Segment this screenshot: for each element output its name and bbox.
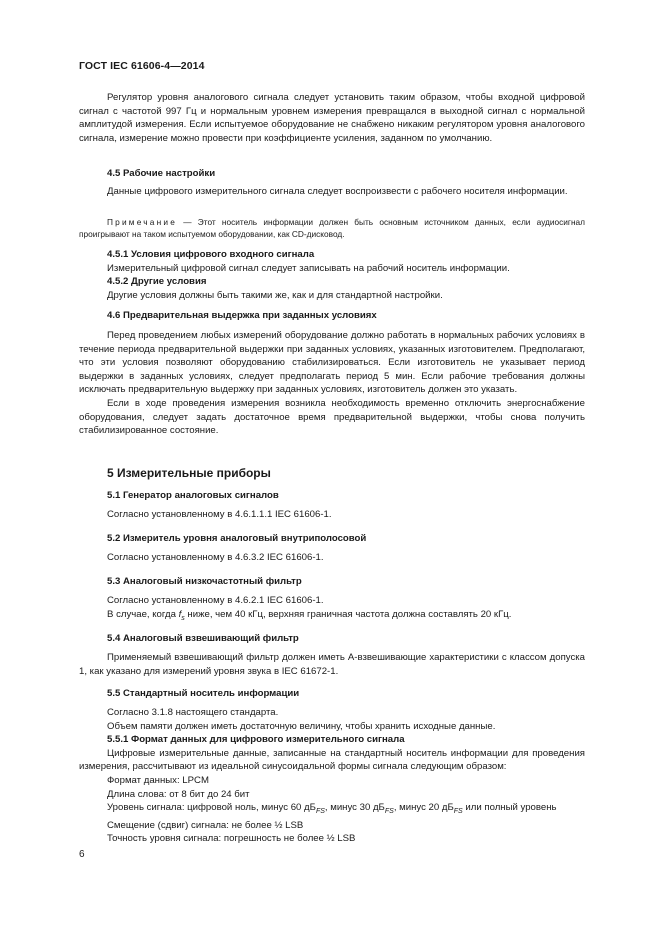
paragraph: Перед проведением любых измерений оборудование должно работать в нормальных рабочих условиях в течение периода предварительной выдержки при заданных условиях, указанных изготовителем. Предполагают, что эти условия позволяют оборудованию стабилизироваться. Если изготовитель не указывает период выдержки в заданных условиях, следует предполагать период 5 мин. Если рабочие требования должны исключать предварительную выдержку при заданных условиях, изготовитель должен это указать. — [79, 330, 585, 396]
note-label: Примечание — [107, 217, 178, 227]
section-5-3 — [79, 575, 585, 589]
paragraph: Согласно 3.1.8 настоящего стандарта. — [107, 707, 279, 718]
heading-5-2: 5.2 Измеритель уровня аналоговый внутриполосовой — [107, 533, 367, 544]
section-4-5-1 — [79, 248, 585, 302]
text-span: или полный уровень — [462, 802, 557, 814]
signal-level — [79, 801, 585, 819]
paragraph: Согласно установленному в 4.6.1.1.1 IEC 61606-1. — [107, 509, 332, 520]
section-5 — [79, 465, 585, 481]
text-span: , минус 20 дБ — [393, 802, 454, 814]
paragraph: Применяемый взвешивающий фильтр должен иметь А-взвешивающие характеристики с классом допуска 1, как указано для измерений уровня звука в IEC 61672-1. — [79, 652, 585, 677]
note — [79, 216, 585, 240]
section-4-5-body — [79, 185, 585, 199]
heading-5-5: 5.5 Стандартный носитель информации — [107, 688, 300, 699]
section-5-1-body — [79, 508, 585, 522]
subscript: FS — [453, 808, 463, 816]
heading-4-6: 4.6 Предварительная выдержка при заданных условиях — [107, 310, 377, 321]
paragraph: Другие условия должны быть такими же, как и для стандартной настройки. — [107, 289, 443, 301]
paragraph: Объем памяти должен иметь достаточную величину, чтобы хранить исходные данные. — [107, 720, 496, 732]
paragraph: Измерительный цифровой сигнал следует записывать на рабочий носитель информации. — [107, 262, 510, 274]
section-4-6 — [79, 309, 585, 323]
section-5-5 — [79, 687, 585, 701]
heading-5-3: 5.3 Аналоговый низкочастотный фильтр — [107, 576, 302, 587]
note-block — [79, 216, 585, 240]
signal-offset: Смещение (сдвиг) сигнала: не более ½ LSB — [107, 819, 304, 831]
word-length: Длина слова: от 8 бит до 24 бит — [107, 788, 250, 800]
paragraph: Согласно установленному в 4.6.3.2 IEC 61606-1. — [107, 552, 324, 563]
section-5-5-body — [79, 706, 585, 846]
heading-5-4: 5.4 Аналоговый взвешивающий фильтр — [107, 633, 299, 644]
text-span: , минус 30 дБ — [324, 802, 385, 814]
heading-5-5-1: 5.5.1 Формат данных для цифрового измерительного сигнала — [107, 734, 405, 746]
section-5-3-body — [79, 594, 585, 625]
note-text: — Этот носитель информации должен быть основным источником данных, если аудиосигнал проигрывают на таком испытуемом оборудовании, как CD-дисковод. — [79, 217, 585, 239]
paragraph: Цифровые измерительные данные, записанные на стандартный носитель информации для проведения измерения, рассчитывают из идеальной синусоидальной формы сигнала следующим образом: — [79, 747, 585, 773]
paragraph: Согласно установленному в 4.6.2.1 IEC 61606-1. — [107, 595, 324, 606]
page-number: 6 — [79, 849, 85, 860]
data-format: Формат данных: LPCM — [107, 774, 209, 786]
variable: f — [178, 608, 182, 620]
paragraph: Регулятор уровня аналогового сигнала следует установить таким образом, чтобы входной цифровой сигнал с частотой 997 Гц и нормальным уровнем измерения превращался в выходной сигнал с нормальной амплитудой измерения. Если испытуемое оборудование не снабжено никаким регулятором уровня аналогового сигнала, измерение можно провести при коэффициенте усиления, заданном по умолчанию. — [79, 92, 585, 144]
heading-4-5-2: 4.5.2 Другие условия — [107, 276, 207, 288]
page-header: ГОСТ IEC 61606-4—2014 — [79, 60, 205, 72]
heading-5: 5 Измерительные приборы — [107, 466, 271, 480]
paragraph: Если в ходе проведения измерения возникла необходимость временно отключить энергоснабжение оборудования, следует задать достаточное время предварительной выдержки, чтобы снова получить стабилизированное состояние. — [79, 397, 585, 437]
section-5-1 — [79, 489, 585, 503]
paragraph: Данные цифрового измерительного сигнала следует воспроизвести с рабочего носителя информации. — [107, 186, 568, 197]
section-5-2-body — [79, 551, 585, 565]
text-span: ниже, чем 40 кГц, верхняя граничная частота должна составлять 20 кГц. — [184, 608, 512, 620]
section-4-6-body — [79, 329, 585, 438]
heading-4-5: 4.5 Рабочие настройки — [107, 168, 216, 179]
heading-5-1: 5.1 Генератор аналоговых сигналов — [107, 490, 279, 501]
heading-4-5-1: 4.5.1 Условия цифрового входного сигнала — [107, 249, 315, 260]
subscript: FS — [384, 808, 394, 816]
subscript: FS — [315, 808, 325, 816]
section-5-4 — [79, 632, 585, 646]
text-span: В случае, когда — [107, 608, 179, 620]
paragraph — [79, 608, 585, 626]
signal-accuracy: Точность уровня сигнала: погрешность не более ½ LSB — [107, 833, 356, 845]
section-5-4-body — [79, 651, 585, 678]
section-5-2 — [79, 532, 585, 546]
text-span: Уровень сигнала: цифровой ноль, минус 60 дБ — [107, 802, 316, 814]
section-4-5 — [79, 167, 585, 181]
subscript: s — [181, 614, 185, 622]
body-section-4-4 — [79, 91, 585, 145]
